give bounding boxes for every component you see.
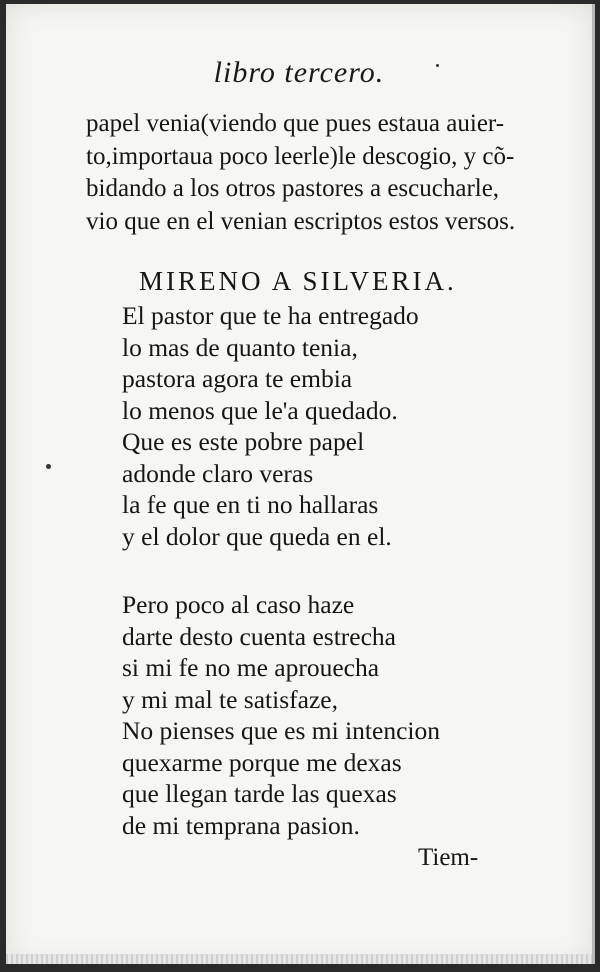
verse-line: y el dolor que queda en el.: [122, 521, 392, 551]
verse-line: si mi fe no me aprouecha: [122, 653, 380, 682]
book-page: [6, 4, 595, 964]
verse-line: El pastor que te ha entregado: [122, 301, 419, 330]
poem-title: MIRENO A SILVERIA.: [139, 266, 457, 296]
verse-line: darte desto cuenta estrecha: [122, 621, 396, 651]
stanza-1: [122, 300, 419, 552]
verse-line: quexarme porque me dexas: [122, 747, 402, 777]
verse-line: y mi mal te satisfaze,: [122, 684, 338, 714]
catchword: Tiem-: [418, 844, 479, 871]
verse-line: adonde claro veras: [122, 458, 314, 488]
running-head: libro tercero.: [213, 56, 385, 89]
verse-line: de mi temprana pasion.: [122, 810, 360, 840]
verse-line: No pienses que es mi intencion: [122, 716, 440, 745]
prose-line: bidando a los otros pastores a escucharle,: [86, 175, 500, 202]
prose-paragraph: [86, 108, 586, 238]
verse-line: lo menos que le'a quedado.: [122, 395, 398, 425]
verse-line: Que es este pobre papel: [122, 427, 365, 456]
ink-speck: [436, 64, 439, 67]
verse-line: que llegan tarde las quexas: [122, 779, 397, 808]
verse-line: Pero poco al caso haze: [122, 590, 355, 619]
verse-line: la fe que en ti no hallaras: [122, 490, 379, 519]
verse-line: lo mas de quanto tenia,: [122, 332, 358, 362]
prose-line: vio que en el venian escriptos estos versos.: [86, 207, 516, 235]
verse-line: pastora agora te embia: [122, 364, 353, 393]
page-edge: [6, 954, 592, 964]
stanza-2: [122, 589, 440, 841]
prose-line: papel venia(viendo que pues estaua auier-: [86, 110, 505, 137]
prose-line: to,importaua poco leerle)le descogio, y cõ-: [86, 142, 515, 170]
ink-speck: [46, 464, 51, 469]
